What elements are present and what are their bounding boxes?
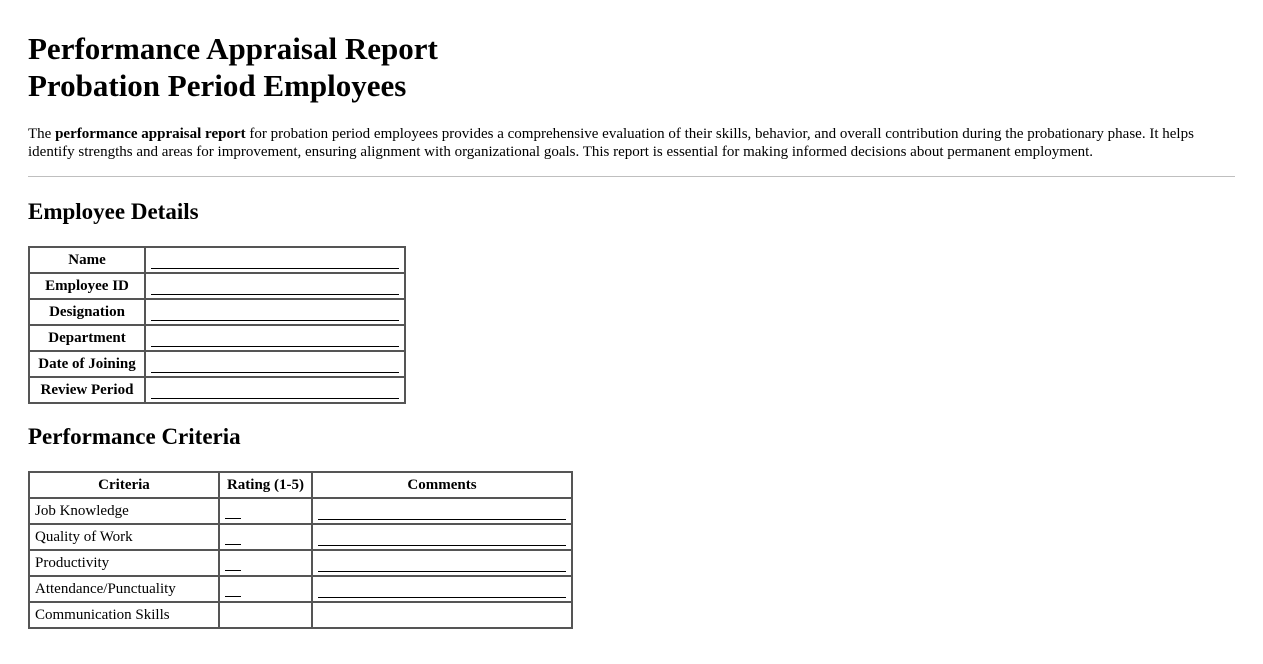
blank-line xyxy=(151,371,399,373)
appraisal-page xyxy=(0,30,1263,629)
rating-blank[interactable] xyxy=(219,576,312,602)
review-period-blank[interactable] xyxy=(145,377,405,403)
employee-id-blank[interactable] xyxy=(145,273,405,299)
employee-details-heading: Employee Details xyxy=(28,199,199,224)
blank-line xyxy=(318,570,566,572)
field-label-name: Name xyxy=(29,247,145,273)
criteria-name: Communication Skills xyxy=(29,602,219,628)
blank-line xyxy=(225,595,241,597)
field-label-employee-id: Employee ID xyxy=(29,273,145,299)
criteria-name: Quality of Work xyxy=(29,524,219,550)
report-title-line2: Probation Period Employees xyxy=(28,68,407,103)
department-blank[interactable] xyxy=(145,325,405,351)
rating-blank[interactable] xyxy=(219,498,312,524)
comments-blank[interactable] xyxy=(312,550,572,576)
field-label-date-of-joining: Date of Joining xyxy=(29,351,145,377)
performance-criteria-heading: Performance Criteria xyxy=(28,424,241,449)
comments-blank[interactable] xyxy=(312,576,572,602)
column-header-criteria: Criteria xyxy=(29,472,219,498)
comments-blank[interactable] xyxy=(312,602,572,628)
blank-line xyxy=(225,517,241,519)
blank-line xyxy=(151,345,399,347)
field-label-designation: Designation xyxy=(29,299,145,325)
blank-line xyxy=(151,293,399,295)
table-row xyxy=(29,247,405,273)
rating-blank[interactable] xyxy=(219,524,312,550)
blank-line xyxy=(225,569,241,571)
report-title-line1: Performance Appraisal Report xyxy=(28,31,438,66)
criteria-name: Attendance/Punctuality xyxy=(29,576,219,602)
blank-line xyxy=(318,544,566,546)
blank-line xyxy=(318,596,566,598)
blank-line xyxy=(151,267,399,269)
rating-blank[interactable] xyxy=(219,602,312,628)
table-row xyxy=(29,550,572,576)
table-row xyxy=(29,325,405,351)
section-divider xyxy=(28,176,1235,177)
blank-line xyxy=(151,319,399,321)
comments-blank[interactable] xyxy=(312,498,572,524)
intro-bold: performance appraisal report xyxy=(55,126,246,142)
intro-paragraph xyxy=(28,125,1235,161)
employee-details-table xyxy=(28,246,406,404)
table-row xyxy=(29,602,572,628)
table-header-row xyxy=(29,472,572,498)
column-header-rating: Rating (1-5) xyxy=(219,472,312,498)
blank-line xyxy=(151,397,399,399)
criteria-name: Productivity xyxy=(29,550,219,576)
blank-line xyxy=(225,543,241,545)
field-label-review-period: Review Period xyxy=(29,377,145,403)
table-row xyxy=(29,351,405,377)
table-row xyxy=(29,576,572,602)
intro-rest: for probation period employees provides a comprehensive evaluation of their skills, behavior, and overall contribution during the probationary phase. It helps identify strengths and areas for improvement, ensuring alignment with organizational goals. This report is essential for making informed decisions about permanent employment. xyxy=(28,126,1194,160)
table-row xyxy=(29,498,572,524)
report-title xyxy=(28,30,1235,104)
comments-blank[interactable] xyxy=(312,524,572,550)
field-label-department: Department xyxy=(29,325,145,351)
rating-blank[interactable] xyxy=(219,550,312,576)
table-row xyxy=(29,273,405,299)
performance-criteria-table xyxy=(28,471,573,629)
table-row xyxy=(29,377,405,403)
date-of-joining-blank[interactable] xyxy=(145,351,405,377)
criteria-name: Job Knowledge xyxy=(29,498,219,524)
table-row xyxy=(29,524,572,550)
table-row xyxy=(29,299,405,325)
intro-prefix: The xyxy=(28,126,56,142)
name-blank[interactable] xyxy=(145,247,405,273)
designation-blank[interactable] xyxy=(145,299,405,325)
blank-line xyxy=(318,518,566,520)
column-header-comments: Comments xyxy=(312,472,572,498)
